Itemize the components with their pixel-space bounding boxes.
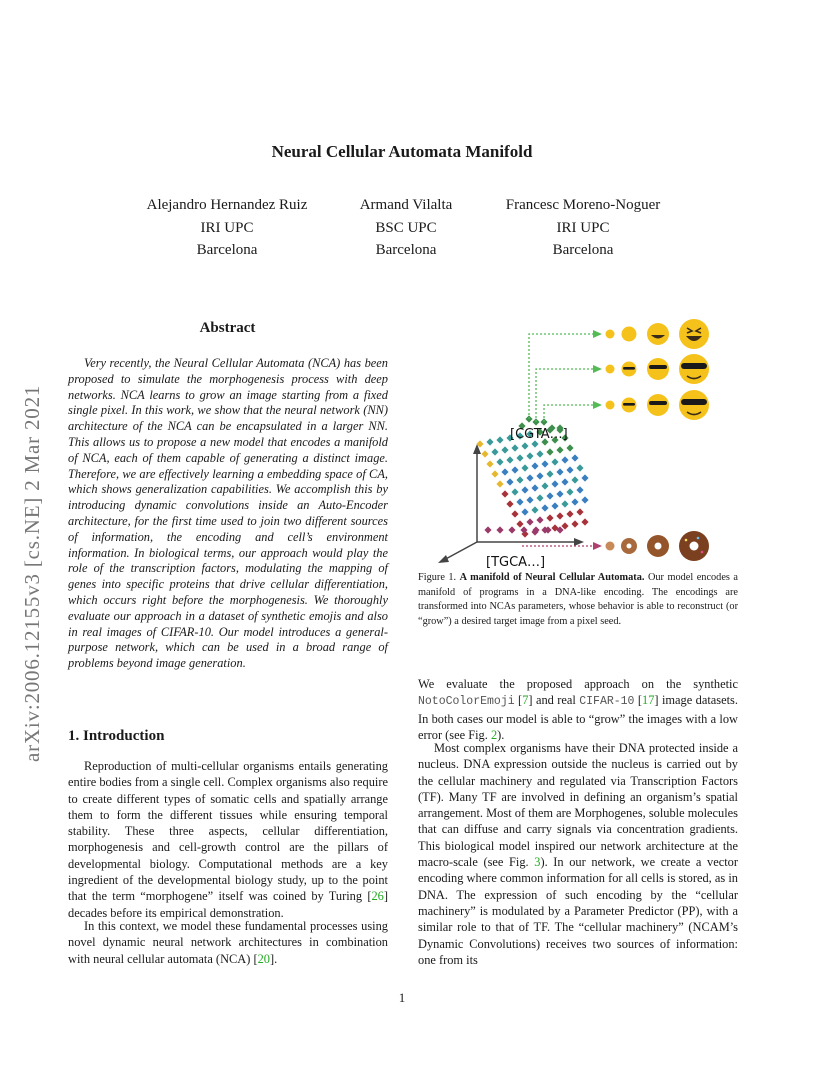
author-affiliation: IRI UPC <box>200 219 254 236</box>
paragraph-text: In this context, we model these fundamental processes using novel dynamic neural network architectures in combination with neural cellular automata (NCA) <box>68 919 388 966</box>
right-paragraph-1: We evaluate the proposed approach on the synthetic NotoColorEmoji [7] and real CIFAR-10 [17] image datasets. In both cases our model is able to “grow” the images with a low error (see Fig. 2). <box>418 677 738 742</box>
encoding-dot <box>516 476 523 483</box>
encoding-dot <box>501 468 508 475</box>
encoding-dot <box>571 498 578 505</box>
label-cgta: [CGTA…] <box>510 427 568 442</box>
paragraph-text <box>634 693 637 707</box>
encoding-dot <box>536 450 543 457</box>
paragraph-text: Reproduction of multi-cellular organisms entails generating entire bodies from a single cell. Complex organisms also require to create different types of somatic cells and spatially arrange them to form the different tissues while ensuring temporal stability. These three aspects, cellular differentiation, morphogenesis and cell-growth control are the pillars of developmental biology. Computational methods are a key ingredient of the developmental biology study, up to the point that the term “morphogene” itself was coined by Turing <box>68 759 388 904</box>
encoding-dot <box>546 514 553 521</box>
encoding-dot <box>541 504 548 511</box>
paragraph-text <box>515 693 518 707</box>
encoding-dot <box>556 512 563 519</box>
encoding-dot <box>546 470 553 477</box>
encoding-dot <box>486 460 493 467</box>
encoding-dot <box>561 500 568 507</box>
encoding-dot <box>521 486 528 493</box>
figure-1-graphic <box>436 312 748 572</box>
encoding-dot <box>506 500 513 507</box>
intro-paragraph-2: In this context, we model these fundamental processes using novel dynamic neural network architectures in combination with neural cellular automata (NCA) [20]. <box>68 919 388 966</box>
figure-1 <box>436 312 748 572</box>
encoding-dot <box>531 484 538 491</box>
encoding-dot <box>496 458 503 465</box>
encoding-dot <box>526 496 533 503</box>
encoding-dot <box>556 468 563 475</box>
encoding-dot <box>566 444 573 451</box>
encoding-dot <box>551 458 558 465</box>
encoding-dot <box>541 482 548 489</box>
encoding-dot <box>516 520 523 527</box>
encoding-dot <box>566 510 573 517</box>
encoding-dot <box>501 490 508 497</box>
encoding-dot <box>516 454 523 461</box>
caption-label: Figure 1. <box>418 572 457 583</box>
encoding-dot <box>501 446 508 453</box>
author-affiliation: BSC UPC <box>375 219 437 236</box>
encoding-dot <box>511 488 518 495</box>
encoding-dot <box>511 510 518 517</box>
right-paragraph-2 <box>418 740 738 968</box>
paragraph-text: image datasets. In both cases our model is able to “grow” the images with a low error (see Fig. <box>418 693 738 742</box>
encoding-dot <box>491 448 498 455</box>
encoding-dot <box>484 526 491 533</box>
encoding-dot <box>581 496 588 503</box>
author-3 <box>494 194 672 262</box>
citation-link[interactable]: 20 <box>257 951 270 966</box>
author-city: Barcelona <box>375 242 437 258</box>
encoding-dot <box>496 526 503 533</box>
caption-title: A manifold of Neural Cellular Automata. <box>459 572 645 583</box>
figure-link[interactable]: 3 <box>534 855 541 870</box>
arxiv-stamp <box>20 292 48 762</box>
encoding-dot <box>551 480 558 487</box>
author-1 <box>138 194 316 262</box>
paragraph-text: We evaluate the proposed approach on the synthetic <box>418 677 738 691</box>
citation-link[interactable]: 17 <box>642 693 655 708</box>
arxiv-id: arXiv:2006.12155v3 [cs.NE] 2 Mar 2021 <box>20 384 44 762</box>
encoding-dot <box>556 490 563 497</box>
author-city: Barcelona <box>196 242 258 258</box>
laughing-emoji-row <box>606 319 710 349</box>
encoding-dot <box>496 480 503 487</box>
encoding-dot <box>556 446 563 453</box>
author-2 <box>350 194 462 262</box>
author-name: Alejandro Hernandez Ruiz <box>146 197 308 213</box>
encoding-dot <box>566 488 573 495</box>
paper-title: Neural Cellular Automata Manifold <box>271 142 533 161</box>
encoding-dot <box>526 452 533 459</box>
author-name: Armand Vilalta <box>359 197 453 213</box>
encoding-dot <box>571 476 578 483</box>
donut-emoji-row <box>606 531 710 561</box>
section-title: 1. Introduction <box>68 728 165 744</box>
abstract-heading: Abstract <box>199 320 256 336</box>
encoding-dot <box>566 466 573 473</box>
encoding-dot <box>481 450 488 457</box>
citation-link[interactable]: 7 <box>522 693 529 708</box>
encoding-dot <box>546 492 553 499</box>
encoding-dot <box>571 454 578 461</box>
encoding-dot <box>571 520 578 527</box>
abstract-text: Very recently, the Neural Cellular Automata (NCA) has been proposed to simulate the morphogenesis process with deep networks. NCA learns to grow an image starting from a fixed single pixel. In this work, we show that the neural network (NN) architecture of the NCA can be encapsulated in a larger NN. This allows us to propose a new model that encodes a manifold of NCA, each of them capable of generating a distinct image. Therefore, we are effectively learning a embedding space of CA, which shows generalization capabilities. We accomplish this by introducing dynamic convolutions inside an Auto-Encoder architecture, for the first time used to join two different sources of information, the encoding and cell’s environment information. In biological terms, our approach would play the role of the transcription factors, modulating the mapping of genes into specific proteins that drive cellular differentiation, which occurs right before the morphogenesis. We thoroughly evaluate our approach in a dataset of synthetic emojis and also in real images of CIFAR-10. Our model introduces a general-purpose network, which can be used in a broad range of problems beyond image generation. <box>68 356 388 671</box>
encoding-dot <box>561 456 568 463</box>
figure-link[interactable]: 2 <box>490 727 498 742</box>
caption-text: Our model encodes a manifold of programs in a DNA-like encoding. The encodings are transformed into NCAs parameters, whose behavior is able to reconstruct (or “grow”) a desired target image from a pixel seed. <box>418 572 738 627</box>
encoding-dot <box>541 460 548 467</box>
paragraph-text: ). <box>497 727 505 742</box>
encoding-dot <box>491 470 498 477</box>
dataset-name: CIFAR-10 <box>579 695 635 709</box>
encoding-dot <box>536 494 543 501</box>
encoding-dot <box>561 522 568 529</box>
paragraph-text: Most complex organisms have their DNA protected inside a nucleus. DNA expression outside the nucleus is carried out by the cellular machinery and regulated via Transcription Factors (TF). Many TF are involved in defining an organism’s spatial arrangement. Most of them are Morphogenes, soluble molecules that can diffuse and carry signals via concentration gradients. This biological model inspired our network architecture at the macro-scale (see Fig. <box>418 741 738 870</box>
encoding-dot <box>576 464 583 471</box>
encoding-dot <box>561 478 568 485</box>
encoding-dot <box>496 436 503 443</box>
encoding-dot <box>546 448 553 455</box>
paragraph-text: and real <box>532 693 580 708</box>
encoding-dot <box>521 464 528 471</box>
encoding-dot <box>526 474 533 481</box>
dataset-name: NotoColorEmoji <box>418 695 515 709</box>
encoding-dot <box>531 462 538 469</box>
sunglasses-emoji-row <box>606 354 710 384</box>
encoding-dot <box>508 526 515 533</box>
encoding-dot <box>581 518 588 525</box>
encoding-dot <box>576 486 583 493</box>
encoding-dot <box>581 474 588 481</box>
author-name: Francesc Moreno-Noguer <box>505 197 661 213</box>
sunglasses-emoji-row <box>606 390 710 420</box>
encoding-dot <box>516 498 523 505</box>
encoding-dot <box>486 438 493 445</box>
paragraph-text: . <box>274 951 278 966</box>
paragraph-text: decades before its empirical demonstration. <box>68 905 284 920</box>
figure-caption <box>418 571 738 629</box>
encoding-dot <box>511 466 518 473</box>
encoding-dot <box>521 442 528 449</box>
author-affiliation: IRI UPC <box>556 219 610 236</box>
encoding-dot <box>506 456 513 463</box>
encoding-dot <box>511 444 518 451</box>
encoding-dot <box>576 508 583 515</box>
page-number: 1 <box>398 990 406 1005</box>
encoding-dot <box>551 502 558 509</box>
paragraph-text: ). In our network, we create a vector encoding where common information for all cells is stored, as in DNA. The expression of such encoding by the “cellular machinery” is modulated by a Parameter Predictor (PP), with a similar role to that of TF. The “cellular machinery” (NCAM’s Dynamic Convolutions) receives two sources of information: one from its <box>418 855 738 967</box>
encoding-dot <box>526 518 533 525</box>
encoding-dot <box>536 472 543 479</box>
label-tgca: [TGCA…] <box>486 555 546 570</box>
encoding-dot <box>521 508 528 515</box>
encoding-dot <box>531 506 538 513</box>
intro-paragraph-1: Reproduction of multi-cellular organisms entails generating entire bodies from a single cell. Complex organisms also require to create different types of somatic cells and spatially arrange them to form the different tissues while ensuring temporal stability. These three aspects, cellular differentiation, morphogenesis and cell-growth control are the pillars of developmental biology. Computational methods are a key ingredient of the developmental biology study, up to the point that the term “morphogene” itself was coined by Turing [26] decades before its empirical demonstration. <box>68 759 388 920</box>
author-city: Barcelona <box>552 242 614 258</box>
citation-link[interactable]: 26 <box>371 889 384 904</box>
encoding-dot <box>506 478 513 485</box>
encoding-dot <box>536 516 543 523</box>
